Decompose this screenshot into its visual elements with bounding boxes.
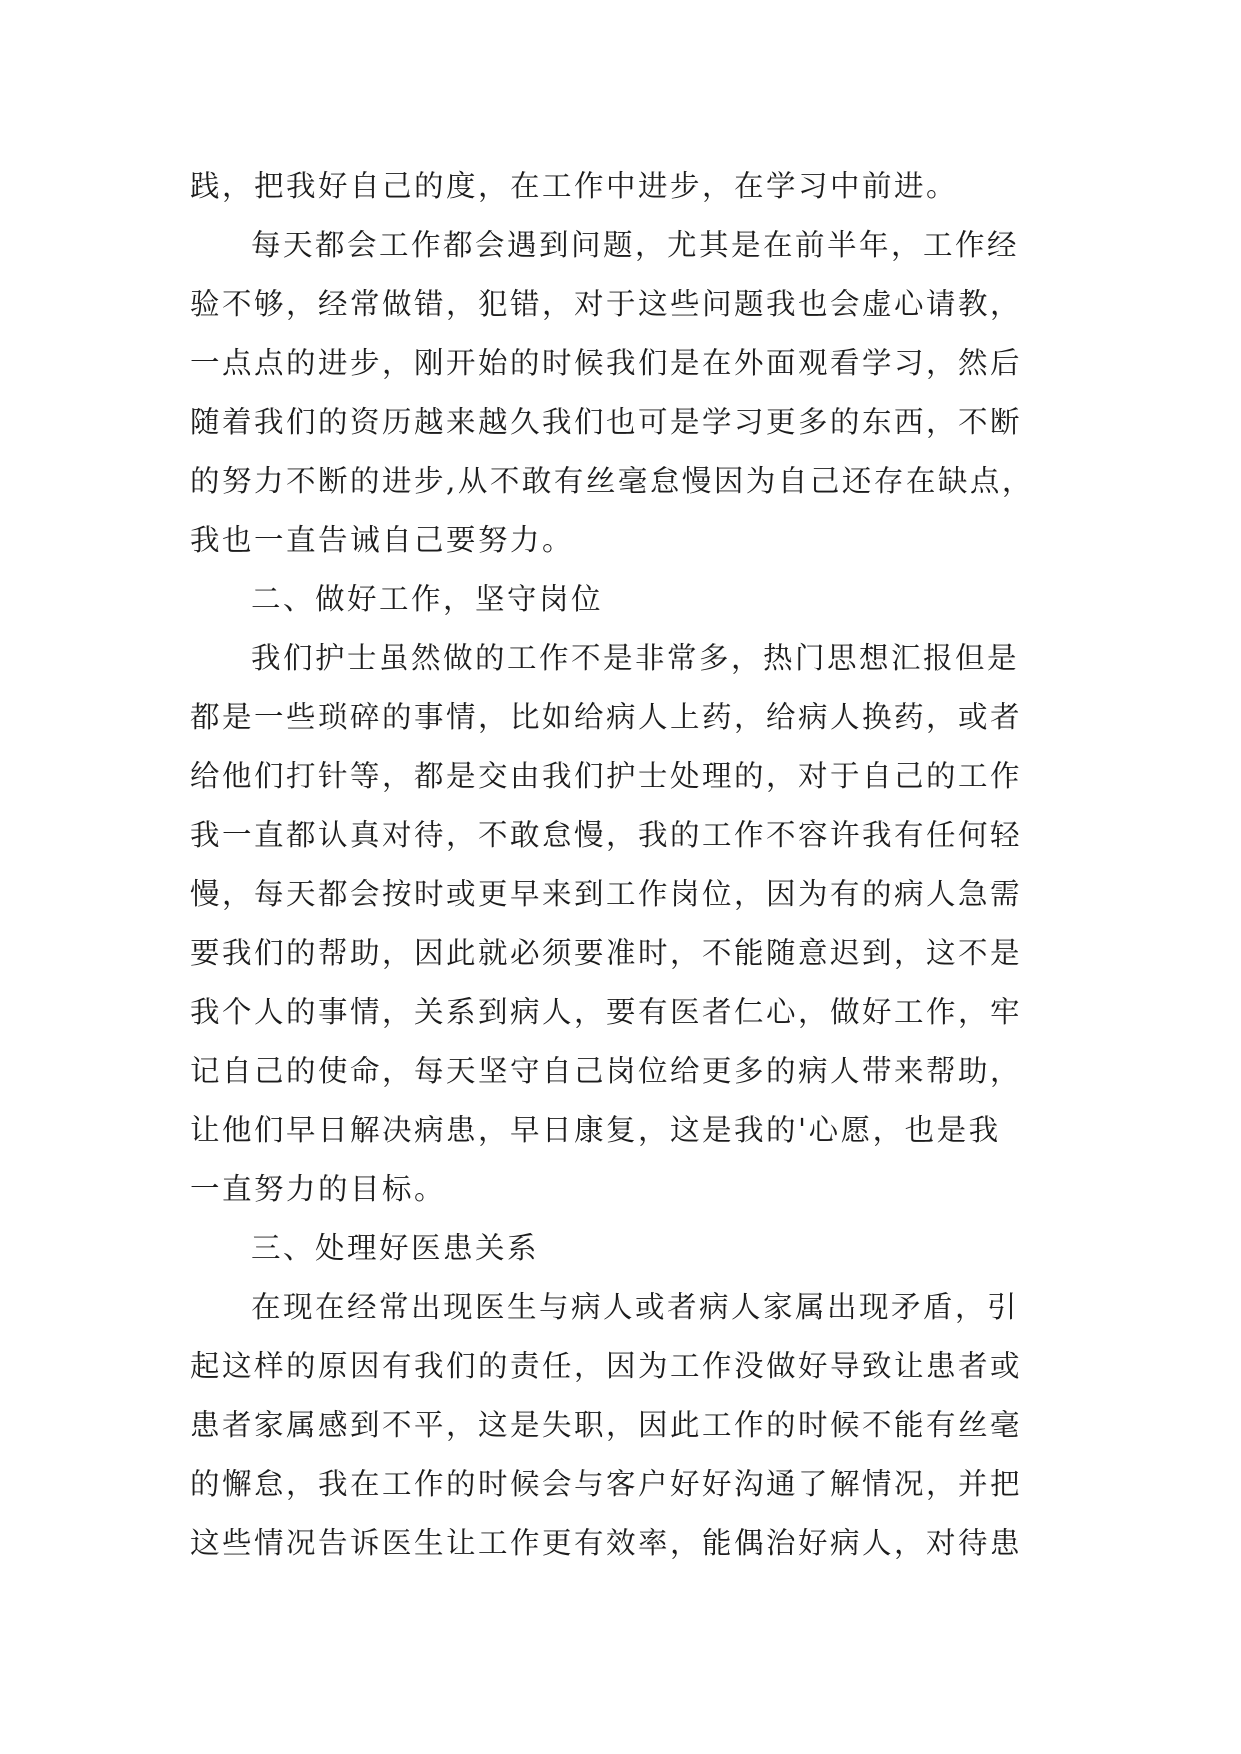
text-line: 每天都会工作都会遇到问题，尤其是在前半年，工作经 xyxy=(251,228,1020,262)
text-line: 记自己的使命，每天坚守自己岗位给更多的病人带来帮助， xyxy=(190,1054,1023,1088)
section-heading: 三、处理好医患关系 xyxy=(251,1231,540,1265)
text-line: 要我们的帮助，因此就必须要准时，不能随意迟到，这不是 xyxy=(190,936,1023,970)
text-line: 我也一直告诫自己要努力。 xyxy=(190,523,575,557)
text-line: 在现在经常出现医生与病人或者病人家属出现矛盾，引 xyxy=(251,1290,1020,1324)
text-line: 给他们打针等，都是交由我们护士处理的，对于自己的工作 xyxy=(190,759,1023,793)
text-line: 我们护士虽然做的工作不是非常多，热门思想汇报但是 xyxy=(251,641,1020,675)
text-line: 的懈怠，我在工作的时候会与客户好好沟通了解情况，并把 xyxy=(190,1467,1023,1501)
text-line: 慢，每天都会按时或更早来到工作岗位，因为有的病人急需 xyxy=(190,877,1023,911)
text-line: 都是一些琐碎的事情，比如给病人上药，给病人换药，或者 xyxy=(190,700,1023,734)
text-line: 让他们早日解决病患，早日康复，这是我的'心愿，也是我 xyxy=(190,1113,1001,1147)
text-line: 一点点的进步，刚开始的时候我们是在外面观看学习，然后 xyxy=(190,346,1023,380)
text-line: 验不够，经常做错，犯错，对于这些问题我也会虚心请教， xyxy=(190,287,1023,321)
text-line: 这些情况告诉医生让工作更有效率，能偶治好病人，对待患 xyxy=(190,1526,1023,1560)
text-line: 我个人的事情，关系到病人，要有医者仁心，做好工作，牢 xyxy=(190,995,1023,1029)
text-line: 患者家属感到不平，这是失职，因此工作的时候不能有丝毫 xyxy=(190,1408,1023,1442)
section-heading: 二、做好工作，坚守岗位 xyxy=(251,582,604,616)
text-line: 践，把我好自己的度，在工作中进步，在学习中前进。 xyxy=(190,169,959,203)
text-line: 的努力不断的进步,从不敢有丝毫怠慢因为自己还存在缺点， xyxy=(190,464,1034,498)
text-line: 随着我们的资历越来越久我们也可是学习更多的东西，不断 xyxy=(190,405,1023,439)
text-line: 一直努力的目标。 xyxy=(190,1172,447,1206)
text-line: 起这样的原因有我们的责任，因为工作没做好导致让患者或 xyxy=(190,1349,1023,1383)
text-line: 我一直都认真对待，不敢怠慢，我的工作不容许我有任何轻 xyxy=(190,818,1023,852)
